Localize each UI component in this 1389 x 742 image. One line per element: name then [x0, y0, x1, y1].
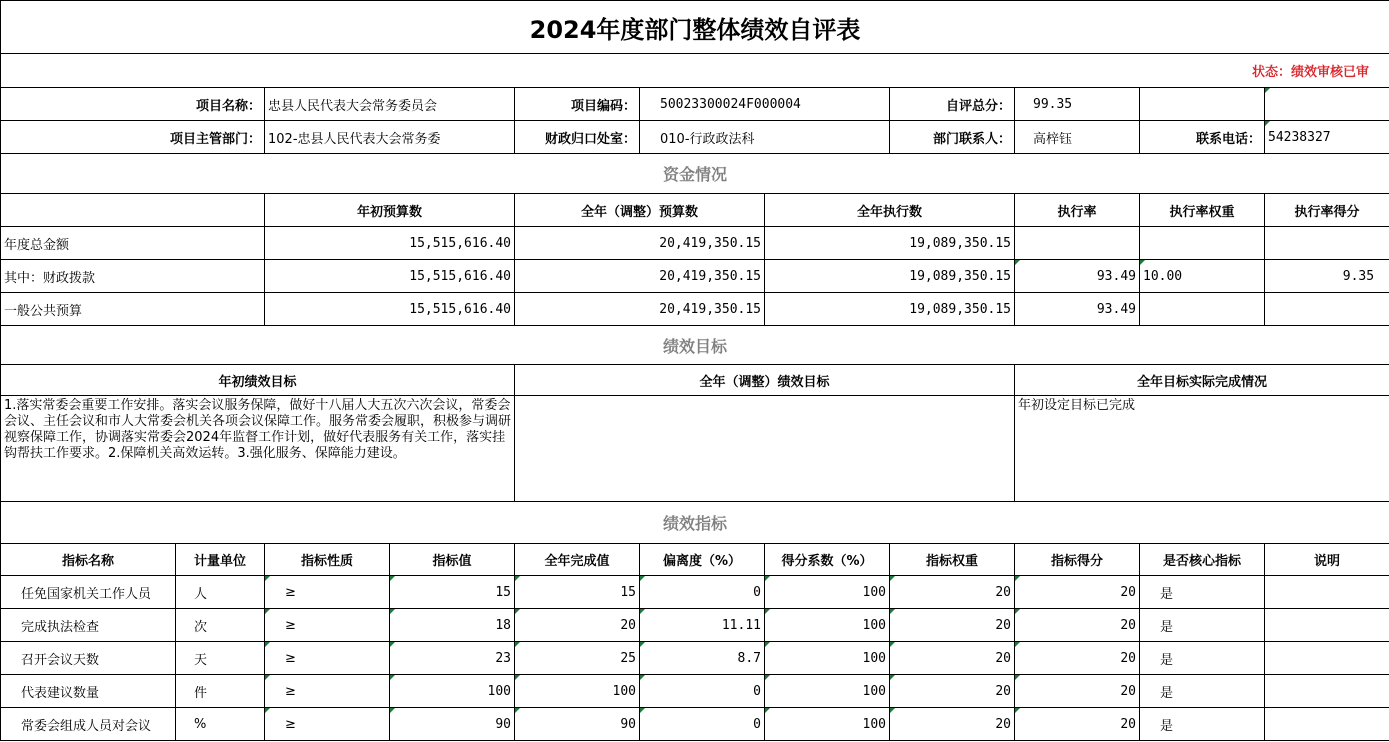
table-row [1, 576, 1389, 609]
funds-weight[interactable] [1140, 227, 1265, 260]
indicators-header: 偏离度（%） [640, 544, 765, 576]
indicators-header: 是否核心指标 [1140, 544, 1265, 576]
indicator-coef[interactable]: 100 [765, 708, 890, 741]
indicator-unit[interactable]: 天 [176, 642, 265, 675]
indicator-core[interactable]: 是 [1140, 675, 1265, 708]
indicator-weight[interactable]: 20 [890, 708, 1015, 741]
indicator-name[interactable]: 召开会议天数 [1, 642, 176, 675]
indicator-score[interactable]: 20 [1015, 675, 1140, 708]
indicator-score[interactable]: 20 [1015, 609, 1140, 642]
funds-adjusted[interactable]: 20,419,350.15 [515, 227, 765, 260]
indicator-note[interactable] [1265, 609, 1389, 642]
funds-row [1, 227, 1389, 260]
indicator-nature[interactable]: ≥ [265, 576, 390, 609]
goals-header: 年初绩效目标 [1, 365, 515, 396]
indicator-unit[interactable]: 件 [176, 675, 265, 708]
table-row [1, 675, 1389, 708]
indicator-name[interactable]: 常委会组成人员对会议 [1, 708, 176, 741]
funds-weight[interactable] [1140, 293, 1265, 326]
indicator-weight[interactable]: 20 [890, 675, 1015, 708]
funds-initial[interactable]: 15,515,616.40 [265, 227, 515, 260]
indicators-header: 指标值 [390, 544, 515, 576]
funds-executed[interactable]: 19,089,350.15 [765, 260, 1015, 293]
funds-header: 全年执行数 [765, 194, 1015, 227]
indicator-note[interactable] [1265, 675, 1389, 708]
finance-value[interactable]: 010-行政政法科 [640, 121, 890, 154]
indicator-target[interactable]: 90 [390, 708, 515, 741]
goals-header: 全年（调整）绩效目标 [515, 365, 1015, 396]
indicator-unit[interactable]: 次 [176, 609, 265, 642]
funds-row [1, 293, 1389, 326]
indicator-coef[interactable]: 100 [765, 609, 890, 642]
indicators-header: 指标性质 [265, 544, 390, 576]
indicator-actual[interactable]: 90 [515, 708, 640, 741]
phone-value[interactable]: 54238327 [1265, 121, 1389, 154]
total-score-value[interactable]: 99.35 [1015, 88, 1140, 121]
indicator-weight[interactable]: 20 [890, 642, 1015, 675]
status-badge: 状态：绩效审核已审 [1, 54, 1389, 88]
funds-score[interactable] [1265, 227, 1389, 260]
funds-section-title: 资金情况 [1, 154, 1389, 194]
total-score-label: 自评总分： [890, 88, 1015, 121]
indicators-header: 指标权重 [890, 544, 1015, 576]
funds-weight[interactable]: 10.00 [1140, 260, 1265, 293]
funds-rate[interactable]: 93.49 [1015, 260, 1140, 293]
funds-row [1, 260, 1389, 293]
funds-rate[interactable] [1015, 227, 1140, 260]
funds-row-name: 年度总金额 [1, 227, 265, 260]
goals-section-title: 绩效目标 [1, 326, 1389, 365]
indicator-score[interactable]: 20 [1015, 576, 1140, 609]
indicator-actual[interactable]: 15 [515, 576, 640, 609]
indicator-note[interactable] [1265, 642, 1389, 675]
project-name-label: 项目名称： [1, 88, 265, 121]
project-code-label: 项目编码： [515, 88, 640, 121]
indicator-weight[interactable]: 20 [890, 576, 1015, 609]
indicators-header: 指标名称 [1, 544, 176, 576]
funds-header: 执行率得分 [1265, 194, 1389, 227]
indicator-core[interactable]: 是 [1140, 708, 1265, 741]
indicator-deviation[interactable]: 11.11 [640, 609, 765, 642]
indicator-nature[interactable]: ≥ [265, 609, 390, 642]
indicator-score[interactable]: 20 [1015, 642, 1140, 675]
empty-cell[interactable] [1140, 88, 1265, 121]
funds-header: 全年（调整）预算数 [515, 194, 765, 227]
indicators-header: 全年完成值 [515, 544, 640, 576]
empty-cell[interactable] [1265, 88, 1389, 121]
indicator-target[interactable]: 100 [390, 675, 515, 708]
funds-executed[interactable]: 19,089,350.15 [765, 227, 1015, 260]
funds-initial[interactable]: 15,515,616.40 [265, 293, 515, 326]
funds-adjusted[interactable]: 20,419,350.15 [515, 293, 765, 326]
funds-score[interactable] [1265, 293, 1389, 326]
table-row [1, 642, 1389, 675]
indicator-note[interactable] [1265, 576, 1389, 609]
indicator-name[interactable]: 代表建议数量 [1, 675, 176, 708]
project-name-value[interactable]: 忠县人民代表大会常务委员会 [265, 88, 515, 121]
funds-header: 执行率权重 [1140, 194, 1265, 227]
indicator-weight[interactable]: 20 [890, 609, 1015, 642]
funds-score[interactable]: 9.35 [1265, 260, 1389, 293]
phone-label: 联系电话： [1140, 121, 1265, 154]
indicator-target[interactable]: 18 [390, 609, 515, 642]
indicator-deviation[interactable]: 0 [640, 708, 765, 741]
finance-label: 财政归口处室： [515, 121, 640, 154]
indicator-coef[interactable]: 100 [765, 675, 890, 708]
goals-initial-text[interactable]: 1.落实常委会重要工作安排。落实会议服务保障，做好十八届人大五次六次会议，常委会会议、主任会议和市人大常委会机关各项会议保障工作。服务常委会履职，积极参与调研视察保障工作，协调落实常委会2024年监督工作计划，做好代表服务有关工作，落实挂钩帮扶工作要求。2.保障机关高效运转。3.强化服务、保障能力建设。 [1, 396, 515, 502]
indicators-header: 计量单位 [176, 544, 265, 576]
indicator-coef[interactable]: 100 [765, 576, 890, 609]
funds-initial[interactable]: 15,515,616.40 [265, 260, 515, 293]
dept-value[interactable]: 102-忠县人民代表大会常务委 [265, 121, 515, 154]
funds-row-name: 一般公共预算 [1, 293, 265, 326]
indicator-unit[interactable]: % [176, 708, 265, 741]
funds-header: 执行率 [1015, 194, 1140, 227]
empty-cell [1, 194, 265, 227]
indicator-core[interactable]: 是 [1140, 642, 1265, 675]
contact-value[interactable]: 高梓钰 [1015, 121, 1140, 154]
indicator-deviation[interactable]: 0 [640, 675, 765, 708]
indicator-name[interactable]: 任免国家机关工作人员 [1, 576, 176, 609]
indicator-note[interactable] [1265, 708, 1389, 741]
indicator-score[interactable]: 20 [1015, 708, 1140, 741]
table-row [1, 609, 1389, 642]
contact-label: 部门联系人： [890, 121, 1015, 154]
goals-actual-text[interactable]: 年初设定目标已完成 [1015, 396, 1389, 502]
goals-adjusted-text[interactable] [515, 396, 1015, 502]
funds-executed[interactable]: 19,089,350.15 [765, 293, 1015, 326]
indicator-unit[interactable]: 人 [176, 576, 265, 609]
indicator-actual[interactable]: 25 [515, 642, 640, 675]
indicators-header: 说明 [1265, 544, 1389, 576]
indicator-target[interactable]: 23 [390, 642, 515, 675]
project-code-value[interactable]: 50023300024F000004 [640, 88, 890, 121]
table-row [1, 708, 1389, 741]
funds-row-name: 其中：财政拨款 [1, 260, 265, 293]
funds-adjusted[interactable]: 20,419,350.15 [515, 260, 765, 293]
indicator-coef[interactable]: 100 [765, 642, 890, 675]
funds-header: 年初预算数 [265, 194, 515, 227]
goals-header: 全年目标实际完成情况 [1015, 365, 1389, 396]
indicator-actual[interactable]: 100 [515, 675, 640, 708]
indicator-name[interactable]: 完成执法检查 [1, 609, 176, 642]
indicator-nature[interactable]: ≥ [265, 675, 390, 708]
dept-label: 项目主管部门： [1, 121, 265, 154]
page-title: 2024年度部门整体绩效自评表 [1, 1, 1389, 54]
indicator-nature[interactable]: ≥ [265, 642, 390, 675]
indicator-core[interactable]: 是 [1140, 576, 1265, 609]
indicator-actual[interactable]: 20 [515, 609, 640, 642]
indicator-deviation[interactable]: 8.7 [640, 642, 765, 675]
indicators-section-title: 绩效指标 [1, 502, 1389, 544]
indicator-target[interactable]: 15 [390, 576, 515, 609]
indicator-nature[interactable]: ≥ [265, 708, 390, 741]
indicator-deviation[interactable]: 0 [640, 576, 765, 609]
funds-rate[interactable]: 93.49 [1015, 293, 1140, 326]
indicators-header: 指标得分 [1015, 544, 1140, 576]
indicators-header: 得分系数（%） [765, 544, 890, 576]
indicator-core[interactable]: 是 [1140, 609, 1265, 642]
